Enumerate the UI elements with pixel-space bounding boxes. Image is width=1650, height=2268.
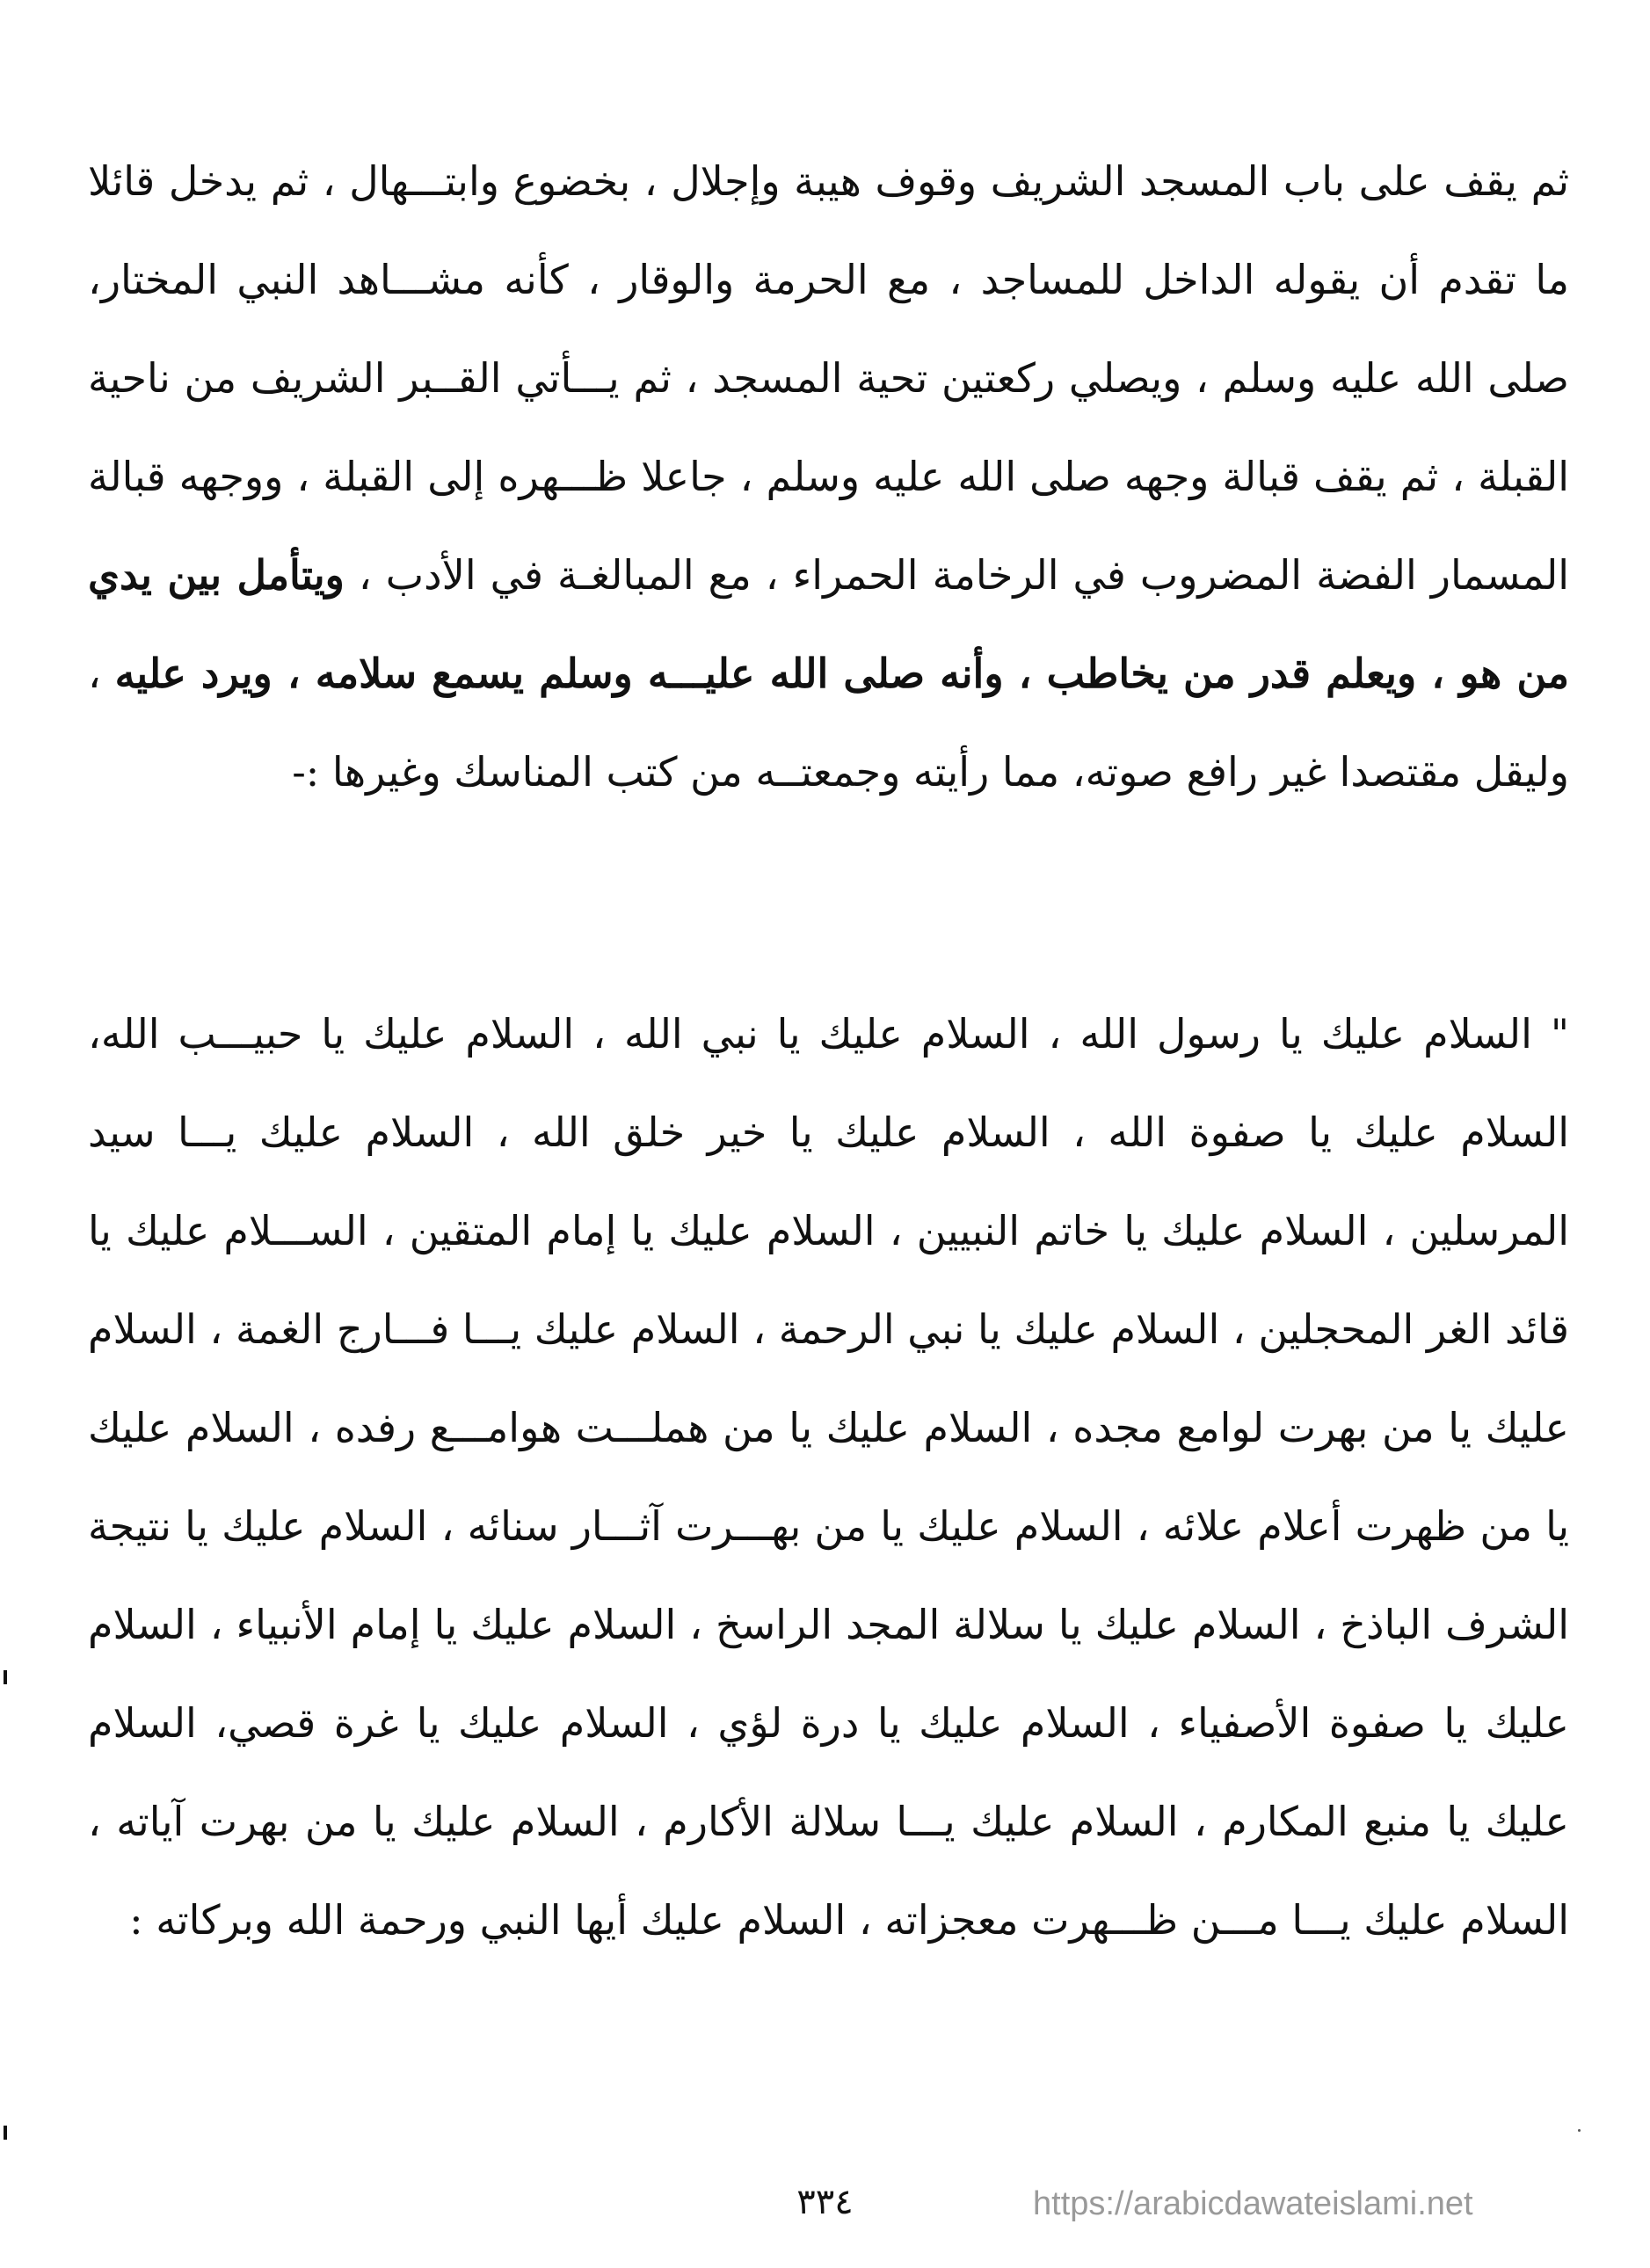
paragraph-text-part-2: ، وليقل مقتصدا غير رافع صوته، مما رأيته وجمعتــه من كتب المناسك وغيرها :- xyxy=(88,650,1569,796)
page-number: ٣٣٤ xyxy=(796,2182,854,2222)
scan-edge-mark xyxy=(4,2126,7,2140)
scan-dust-dot xyxy=(1578,2129,1581,2132)
paragraph-visiting-instructions xyxy=(88,132,1569,821)
scan-edge-mark xyxy=(4,1670,7,1684)
paragraph-text-part-1: ثم يقف على باب المسجد الشريف وقوف هيبة وإجلال ، بخضوع وابتـــهال ، ثم يدخل قائلا ما تقدم أن يقوله الداخل للمساجد ، مع الحرمة والوقار ، كأنه مشـــاهد النبي المختار، صلى الله عليه وسلم ، ويصلي ركعتين تحية المسجد ، ثم يـــأتي القــبر الشريف من ناحية القبلة ، ثم يقف قبالة وجهه صلى الله عليه وسلم ، جاعلا ظـــهره إلى القبلة ، ووجهه قبالة المسمار الفضة المضروب في الرخامة الحمراء ، مع المبالغـة في الأدب ، xyxy=(88,157,1569,599)
paragraph-bold-text: ويتأمل بين يدي من هو ، ويعلم قدر من يخاطب ، وأنه صلى الله عليـــه وسلم يسمع سلامه ، ويرد عليه xyxy=(88,551,1569,697)
paragraph-salutations: " السلام عليك يا رسول الله ، السلام عليك يا نبي الله ، السلام عليك يا حبيـــب الله، السلام عليك يا صفوة الله ، السلام عليك يا خير خلق الله ، السلام عليك يـــا سيد المرسلين ، السلام عليك يا خاتم النبيين ، السلام عليك يا إمام المتقين ، الســـلام عليك يا قائد الغر المحجلين ، السلام عليك يا نبي الرحمة ، السلام عليك يـــا فـــارج الغمة ، السلام عليك يا من بهرت لوامع مجده ، السلام عليك يا من هملـــت هوامـــع رفده ، السلام عليك يا من ظهرت أعلام علائه ، السلام عليك يا من بهـــرت آثـــار سنائه ، السلام عليك يا نتيجة الشرف الباذخ ، السلام عليك يا سلالة المجد الراسخ ، السلام عليك يا إمام الأنبياء ، السلام عليك يا صفوة الأصفياء ، السلام عليك يا درة لؤي ، السلام عليك يا غرة قصي، السلام عليك يا منبع المكارم ، السلام عليك يـــا سلالة الأكارم ، السلام عليك يا من بهرت آياته ، السلام عليك يـــا مـــن ظـــهرت معجزاته ، السلام عليك أيها النبي ورحمة الله وبركاته : xyxy=(88,1010,1569,1944)
source-url-watermark: https://arabicdawateislami.net xyxy=(1033,2185,1473,2222)
